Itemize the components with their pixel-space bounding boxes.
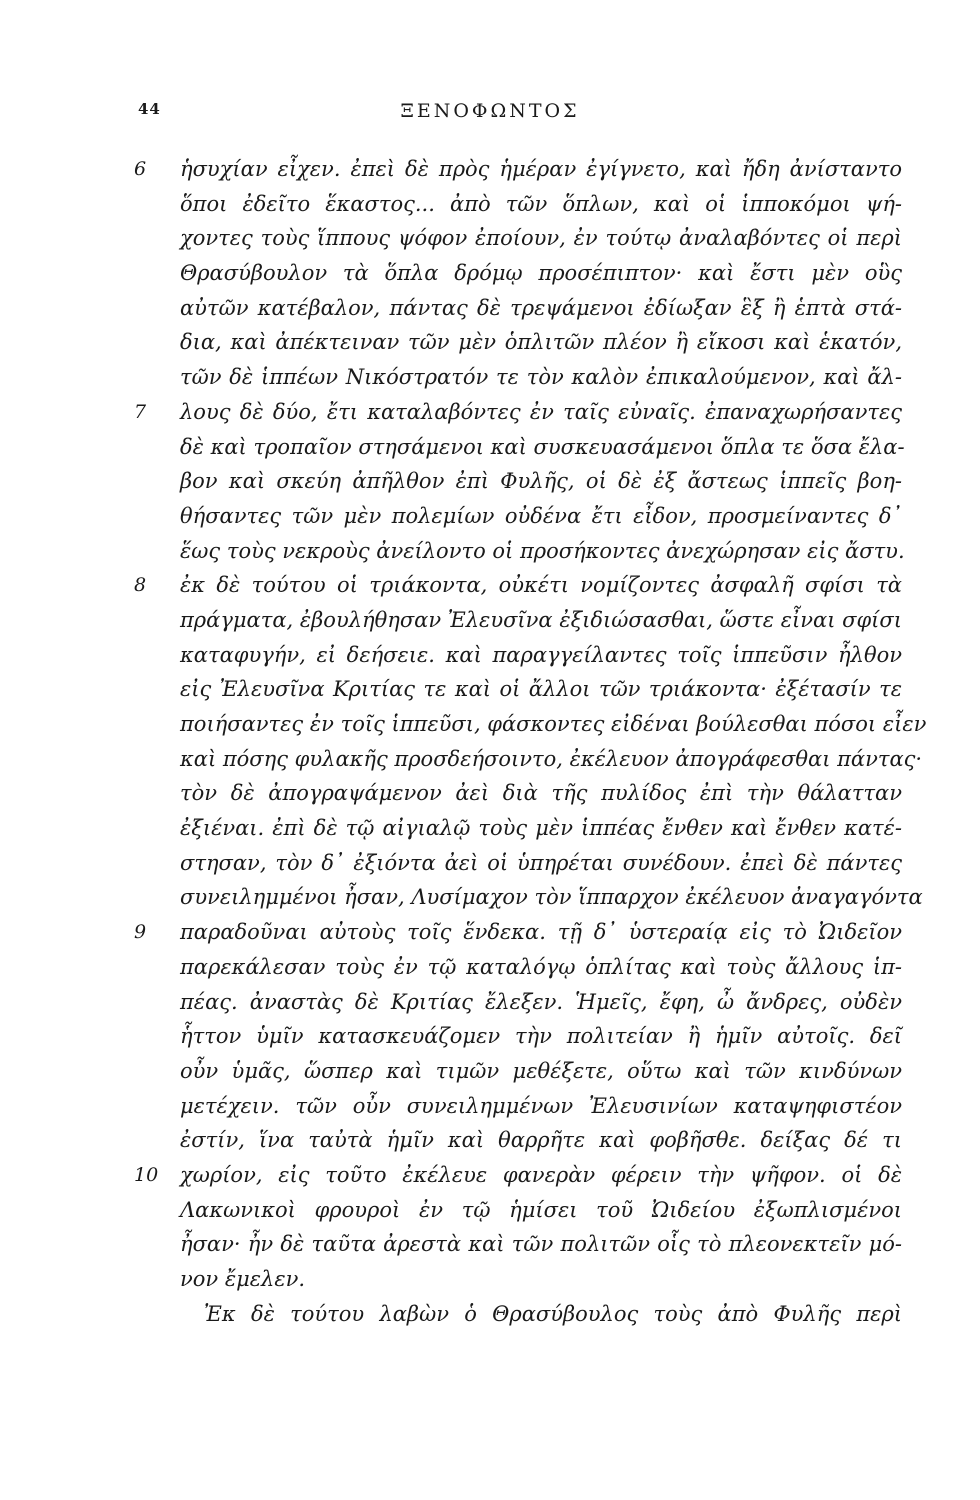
line-text: ἐκ δὲ τούτου οἱ τριάκοντα, οὐκέτι νομίζοντες ἀσφαλῆ σφίσι τὰ bbox=[180, 573, 902, 598]
line-text: βον καὶ σκεύη ἀπῆλθον ἐπὶ Φυλῆς, οἱ δὲ ἐξ ἄστεως ἱππεῖς βοη- bbox=[180, 469, 902, 494]
line-text: νον ἔμελεν. bbox=[180, 1267, 306, 1291]
text-line bbox=[180, 811, 902, 846]
line-text: τὸν δὲ ἀπογραψάμενον ἀεὶ διὰ τῆς πυλίδος ἐπὶ τὴν θάλατταν bbox=[180, 781, 902, 806]
section-number: 10 bbox=[134, 1163, 159, 1186]
running-head: ΞΕΝΟΦΩΝΤΟΣ bbox=[400, 100, 580, 122]
text-line bbox=[180, 846, 902, 881]
line-text: δὲ καὶ τροπαῖον στησάμενοι καὶ συσκευασάμενοι ὅπλα τε ὅσα ἔλα- bbox=[180, 434, 905, 459]
line-text: καὶ πόσης φυλακῆς προσδεήσοιντο, ἐκέλευον ἀπογράφεσθαι πάντας· bbox=[180, 746, 923, 771]
text-line bbox=[180, 291, 902, 326]
text-line bbox=[180, 603, 902, 638]
section-number: 9 bbox=[134, 921, 147, 944]
text-line bbox=[180, 672, 902, 707]
line-text: χοντες τοὺς ἵππους ψόφον ἐποίουν, ἐν τούτῳ ἀναλαβόντες οἱ περὶ bbox=[180, 226, 902, 251]
text-line bbox=[180, 256, 902, 291]
line-text: χωρίον, εἰς τοῦτο ἐκέλευε φανερὰν φέρειν τὴν ψῆφον. οἱ δὲ bbox=[180, 1162, 902, 1187]
text-line bbox=[180, 638, 902, 673]
line-text: μετέχειν. τῶν οὖν συνειλημμένων Ἐλευσινίων καταψηφιστέον bbox=[180, 1093, 902, 1118]
page-number: 44 bbox=[138, 100, 161, 118]
line-text: Ἐκ δὲ τούτου λαβὼν ὁ Θρασύβουλος τοὺς ἀπὸ Φυλῆς περὶ bbox=[204, 1301, 902, 1326]
section-number: 6 bbox=[134, 158, 147, 180]
text-line bbox=[180, 360, 902, 395]
text-line bbox=[180, 534, 905, 569]
text-line bbox=[180, 880, 923, 915]
line-text: ὅποι ἐδεῖτο ἕκαστος... ἀπὸ τῶν ὅπλων, καὶ οἱ ἱπποκόμοι ψή- bbox=[180, 191, 902, 216]
line-text: στησαν, τὸν δ᾿ ἐξιόντα ἀεὶ οἱ ὑπηρέται συνέδουν. ἐπεὶ δὲ πάντες bbox=[180, 850, 902, 875]
line-text: ἦσαν· ἦν δὲ ταῦτα ἀρεστὰ καὶ τῶν πολιτῶν οἷς τὸ πλεονεκτεῖν μό- bbox=[180, 1232, 902, 1257]
text-line bbox=[180, 1089, 902, 1124]
line-text: ἐστίν, ἵνα ταὐτὰ ἡμῖν καὶ θαρρῆτε καὶ φοβῆσθε. δείξας δέ τι bbox=[180, 1128, 902, 1153]
line-text: ἡσυχίαν εἶχεν. ἐπεὶ δὲ πρὸς ἡμέραν ἐγίγνετο, καὶ ἤδη ἀνίσταντο bbox=[180, 157, 902, 181]
text-line bbox=[180, 1193, 902, 1228]
line-text: ἕως τοὺς νεκροὺς ἀνείλοντο οἱ προσήκοντες ἀνεχώρησαν εἰς ἄστυ. bbox=[180, 538, 905, 563]
line-text: λους δὲ δύο, ἔτι καταλαβόντες ἐν ταῖς εὐναῖς. ἐπαναχωρήσαντες bbox=[180, 399, 902, 424]
text-line bbox=[180, 1297, 902, 1332]
text-line bbox=[180, 1054, 902, 1089]
text-line bbox=[180, 221, 902, 256]
text-line bbox=[134, 1158, 902, 1193]
line-text: ἧττον ὑμῖν κατασκευάζομεν τὴν πολιτείαν ἢ ἡμῖν αὐτοῖς. δεῖ bbox=[180, 1024, 902, 1049]
text-line bbox=[180, 464, 902, 499]
text-line bbox=[134, 915, 902, 950]
section-number: 7 bbox=[134, 400, 147, 423]
text-line bbox=[180, 1262, 902, 1297]
line-text: πράγματα, ἐβουλήθησαν Ἐλευσῖνα ἐξιδιώσασθαι, ὥστε εἶναι σφίσι bbox=[180, 607, 902, 632]
text-line bbox=[180, 1123, 902, 1158]
line-text: δια, καὶ ἀπέκτειναν τῶν μὲν ὁπλιτῶν πλέον ἢ εἴκοσι καὶ ἑκατόν, bbox=[180, 330, 902, 355]
text-line bbox=[180, 707, 927, 742]
line-text: παρεκάλεσαν τοὺς ἐν τῷ καταλόγῳ ὁπλίτας καὶ τοὺς ἄλλους ἱπ- bbox=[180, 954, 902, 979]
text-line bbox=[180, 776, 902, 811]
text-line bbox=[180, 1019, 902, 1054]
line-text: εἰς Ἐλευσῖνα Κριτίας τε καὶ οἱ ἄλλοι τῶν τριάκοντα· ἐξέτασίν τε bbox=[180, 677, 902, 702]
line-text: αὐτῶν κατέβαλον, πάντας δὲ τρεψάμενοι ἐδίωξαν ἓξ ἢ ἑπτὰ στά- bbox=[180, 295, 902, 320]
text-line bbox=[180, 985, 902, 1020]
text-line bbox=[180, 499, 902, 534]
line-text: οὖν ὑμᾶς, ὥσπερ καὶ τιμῶν μεθέξετε, οὕτω καὶ τῶν κινδύνων bbox=[180, 1058, 902, 1083]
line-text: Λακωνικοὶ φρουροὶ ἐν τῷ ἡμίσει τοῦ Ὠιδείου ἐξωπλισμένοι bbox=[180, 1197, 902, 1222]
text-line bbox=[180, 430, 905, 465]
text-line bbox=[180, 742, 923, 777]
text-line bbox=[180, 950, 902, 985]
text-line bbox=[180, 325, 902, 360]
line-text: καταφυγήν, εἰ δεήσειε. καὶ παραγγείλαντες τοῖς ἱππεῦσιν ἦλθον bbox=[180, 642, 902, 667]
text-line bbox=[180, 187, 902, 222]
line-text: Θρασύβουλον τὰ ὅπλα δρόμῳ προσέπιπτον· καὶ ἔστι μὲν οὓς bbox=[180, 261, 902, 286]
text-line bbox=[134, 152, 902, 187]
line-text: πέας. ἀναστὰς δὲ Κριτίας ἔλεξεν. Ἡμεῖς, ἔφη, ὦ ἄνδρες, οὐδὲν bbox=[180, 989, 902, 1014]
text-line bbox=[180, 1227, 902, 1262]
line-text: τῶν δὲ ἱππέων Νικόστρατόν τε τὸν καλὸν ἐπικαλούμενον, καὶ ἄλ- bbox=[180, 365, 902, 390]
line-text: παραδοῦναι αὐτοὺς τοῖς ἕνδεκα. τῇ δ᾿ ὑστεραίᾳ εἰς τὸ Ὠιδεῖον bbox=[180, 920, 902, 945]
text-line bbox=[134, 395, 902, 430]
text-line bbox=[134, 568, 902, 603]
line-text: θήσαντες τῶν μὲν πολεμίων οὐδένα ἔτι εἶδον, προσμείναντες δ᾿ bbox=[180, 503, 902, 528]
section-number: 8 bbox=[134, 574, 147, 597]
line-text: ποιήσαντες ἐν τοῖς ἱππεῦσι, φάσκοντες εἰδέναι βούλεσθαι πόσοι εἶεν bbox=[180, 712, 927, 736]
line-text: ἐξιέναι. ἐπὶ δὲ τῷ αἰγιαλῷ τοὺς μὲν ἱππέας ἔνθεν καὶ ἔνθεν κατέ- bbox=[180, 816, 902, 841]
text-block bbox=[134, 152, 927, 1331]
line-text: συνειλημμένοι ἦσαν, Λυσίμαχον τὸν ἵππαρχον ἐκέλευον ἀναγαγόντα bbox=[180, 885, 923, 910]
